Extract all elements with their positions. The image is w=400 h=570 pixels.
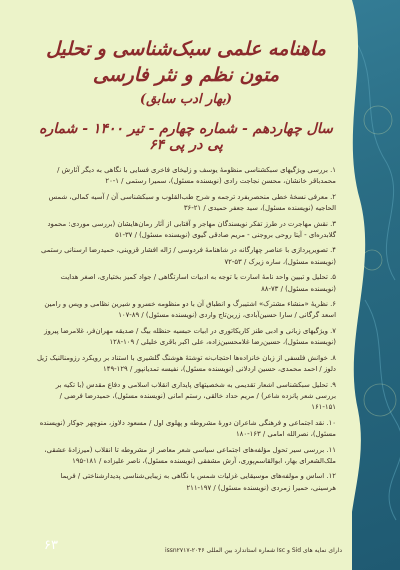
page-number: ۶۳ [44,538,58,553]
issue-line: سال چهاردهم - شماره چهارم - تیر ۱۴۰۰ - شماره پی در پی ۶۴ [39,121,333,153]
toc-item: ۸. خوانش فلسفی از زبان خانزاده‌ها احتجاب‌نه توشتهٔ هوشنگ گلشیری با استناد بر رویکرد رزومنالنیک ژیل دلوز / احمد محمدی، حسین اردلانی (نویسنده مسئول)، نفیسه تمدیانپور / ۱۲۹-۱۴۹ [36,353,336,374]
panel-curved-edge [330,0,400,570]
journal-title: ماهنامه علمی سبک‌شناسی و تحلیل متون نظم و نثر فارسی [46,38,326,86]
cover-header [36,36,336,153]
indexing-footer: دارای نمایه های Sid و Isc شماره استاندارد بین المللی issn۲۷۱۷-۲۰۴۶ [164,547,342,554]
toc-item: ۱۰. نقد اجتماعی و فرهنگی شاعران دورهٔ مشروطه و پهلوی اول / مسعود دلاوز، منوچهر جوکار (نویسنده مسئول)، نصرالله امامی / ۱۶۳-۱۸۰ [39,418,336,439]
toc-item: ۵. تحلیل و تبیین واحد نامهٔ اسارت با توجه به ادبیات اسارتگاهی / جواد کمیز بختیاری، اصغر هدایت (نویسنده مسئول) / ۷۳-۸۸ [60,273,336,293]
toc-item: ۷. ویژگیهای زبانی و ادبی طنز کاریکاتوری در ابیات حبسیه حنظله بیگ / صدیقه مهران‌فر، غلامرضا پیروز (نویسنده مسئول)، حسین‌رضا غلامحسین‌زاده، علی اکبر باقری خلیلی / ۱۰۹-۱۲۸ [44,326,336,347]
toc-item: ۱۱. بررسی سیر تحول مؤلفه‌های اجتماعی سیاسی شعر معاصر از مشروطه تا انقلاب (میرزادهٔ عشقی، ملک‌الشعرای بهار، ابوالقاسم‌پوری، آرش مشفقی (نویسنده مسئول)، ناصر علیزاده / ۱۸۱-۱۹۵ [44,445,336,465]
toc-item: ۱. بررسی ویژگیهای سبکشناسی منظومهٔ یوسف و زلیخای فاخری فسایی با نگاهی به دیگر آثارش / محمدباقر خانشان، محسن نجاجت رادی (نویسنده مسئول)، سمیرا رستمی / ۱-۲۰ [57,166,336,186]
journal-subtitle: (بهار ادب سابق) [139,92,233,107]
toc-item: ۲. معرفی نسخهٔ خطی منحصربفرد ترجمه و شرح طب‌القلوب و سبکشناسی آن / آسیه کمالی، شمس الحاجیه (نویسنده مسئول)، سید جعفر حمیدی / ۲۱-۳۶ [48,192,336,213]
toc-item: ۹. تحلیل سبکشناسی اشعار تقدیمی به شخصیتهای پایداری انقلاب اسلامی و دفاع مقدس (با تکیه بر بررسی شعر پانزده شاعر) / مریم حداد خالقی، رستم امانی (نویسنده مسئول)، حمیدرضا فرضی / ۱۵۱-۱۶۱ [55,380,336,412]
toc-item: ۳. نقش مهاجرت در طرز تفکر نویسندگان مهاجر و آفتابی از آثار رمان‌هایشان (بررسی موردی: محمود گلابدره‌ای - آیتا روحی بروجنی - مریم صادقی گیوی (نویسنده مسئول) / ۳۷-۵۱ [47,219,336,240]
table-of-contents [34,165,336,498]
toc-item: ۶. نظریهٔ «منشاء مشترک» اشتیبرگ و انطباق آن با دو منظومه خسرو و شیرین نظامی و ویس و رامین اسعد گرگانی / سارا حسین‌آبادی، زرین‌تاج واردی (نویسنده مسئول) / ۸۹-۱۰۷ [44,300,336,320]
toc-item: ۴. تصویرپردازی با عناصر چهارگانه در شاهنامهٔ فردوسی / ژاله افشار قزوینی، حمیدرضا ارسنانی رستمی (نویسنده مسئول)، ساره زیرک / ۵۳-۷۲ [41,246,336,266]
toc-item: ۱۲. اساس و مولفه‌های موسیقایی غزلیات شمس با نگاهی به زیبایی‌شناسی پدیدارشناختی / فریما هرسینی، حمیرا زمردی (نویسنده مسئول) / ۱۹۷-۲۱۱ [60,472,336,492]
